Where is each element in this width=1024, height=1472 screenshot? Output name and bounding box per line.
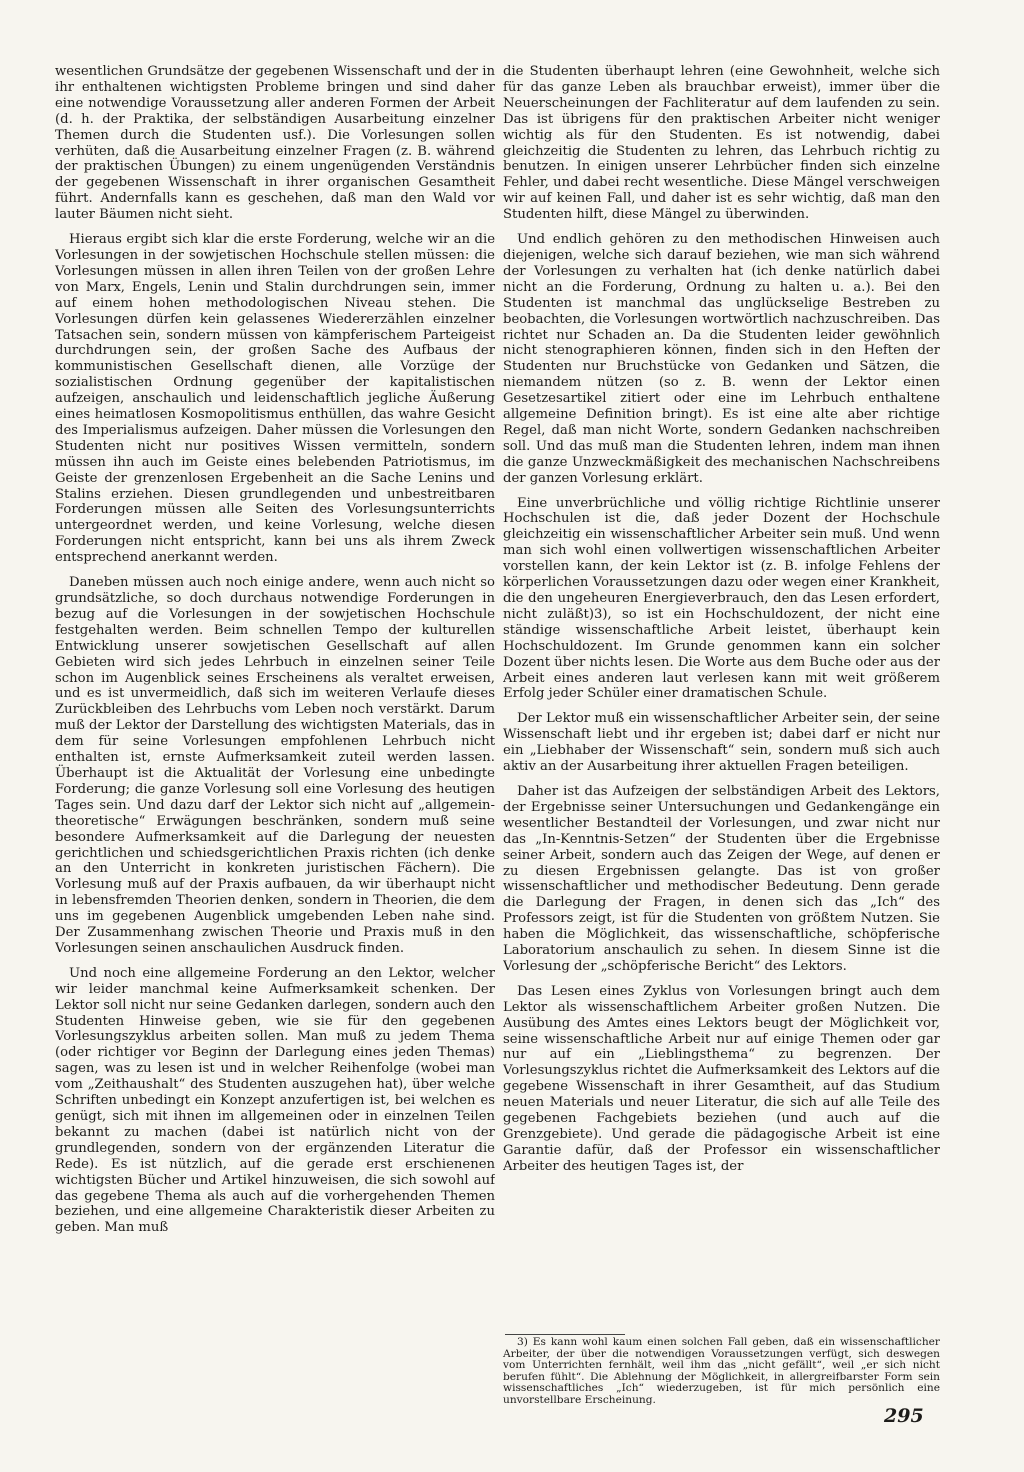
footnote-divider bbox=[505, 1334, 625, 1335]
paragraph: Und endlich gehören zu den methodischen Hinweisen auch diejenigen, welche sich darauf beziehen, wie man sich während der Vorlesungen zu verhalten hat (ich denke natürlich dabei nicht an die Forderung, Ordnung zu halten u. a.). Bei den Studenten ist manchmal das unglückselige Bestreben zu beobachten, die Vorlesungen wortwörtlich nachzuschreiben. Das richtet nur Schaden an. Da die Studenten leider gewöhnlich nicht stenographieren können, finden sich in den Heften der Studenten nur Bruchstücke von Gedanken und Sätzen, die niemandem nützen (so z. B. wenn der Lektor einen Gesetzesartikel zitiert oder eine im Lehrbuch enthaltene allgemeine Definition bringt). Es ist eine alte aber richtige Regel, daß man nicht Worte, sondern Gedanken nachschreiben soll. Und das muß man die Studenten lehren, indem man ihnen die ganze Unzweckmäßigkeit des mechanischen Nachschreibens der ganzen Vorlesung erklärt. bbox=[503, 232, 940, 486]
right-text-column bbox=[503, 64, 940, 1330]
footnote: 3) Es kann wohl kaum einen solchen Fall geben, daß ein wissenschaftlicher Arbeiter, der über die notwendigen Voraussetzungen verfügt, sich deswegen vom Unterrichten fernhält, weil ihm das „nicht gefällt“, weil „er sich nicht berufen fühlt“. Die Ablehnung der Möglichkeit, in allergreifbarster Form sein wissenschaftliches „Ich“ wiederzugeben, ist für mich persönlich eine unvorstellbare Erscheinung. bbox=[503, 1336, 940, 1406]
paragraph: Und noch eine allgemeine Forderung an den Lektor, welcher wir leider manchmal keine Aufmerksamkeit schenken. Der Lektor soll nicht nur seine Gedanken darlegen, sondern auch den Studenten Hinweise geben, wie sie für den gegebenen Vorlesungszyklus arbeiten sollen. Man muß zu jedem Thema (oder richtiger vor Beginn der Darlegung eines jeden Themas) sagen, was zu lesen ist und in welcher Reihenfolge (wobei man vom „Zeithaushalt“ des Studenten auszugehen hat), über welche Schriften unbedingt ein Konzept anzufertigen ist, bei welchen es genügt, sich mit ihnen im allgemeinen oder in einzelnen Teilen bekannt zu machen (dabei ist natürlich nicht von der grundlegenden, sondern von der ergänzenden Literatur die Rede). Es ist nützlich, auf die gerade erst erschienenen wichtigsten Bücher und Artikel hinzuweisen, die sich sowohl auf das gegebene Thema als auch auf die vorhergehenden Themen beziehen, und eine allgemeine Charakteristik dieser Arbeiten zu geben. Man muß bbox=[55, 965, 495, 1236]
paragraph: Daher ist das Aufzeigen der selbständigen Arbeit des Lektors, der Ergebnisse seiner Untersuchungen und Gedankengänge ein wesentlicher Bestandteil der Vorlesungen, und zwar nicht nur das „In-Kenntnis-Setzen“ der Studenten über die Ergebnisse seiner Arbeit, sondern auch das Zeigen der Wege, auf denen er zu diesen Ergebnissen gelangte. Das ist von großer wissenschaftlicher und methodischer Bedeutung. Denn gerade die Darlegung der Fragen, in denen sich das „Ich“ des Professors zeigt, ist für die Studenten von größtem Nutzen. Sie haben die Möglichkeit, das wissenschaftliche, schöpferische Laboratorium anschaulich zu sehen. In diesem Sinne ist die Vorlesung der „schöpferische Bericht“ des Lektors. bbox=[503, 783, 940, 974]
paragraph: die Studenten überhaupt lehren (eine Gewohnheit, welche sich für das ganze Leben als brauchbar erweist), immer über die Neuerscheinungen der Fachliteratur auf dem laufenden zu sein. Das ist übrigens für den praktischen Arbeiter nicht weniger wichtig als für den Studenten. Es ist notwendig, dabei gleichzeitig die Studenten zu lehren, das Lehrbuch richtig zu benutzen. In einigen unserer Lehrbücher finden sich einzelne Fehler, und dabei recht wesentliche. Diese Mängel verschweigen wir auf keinen Fall, und daher ist es sehr wichtig, daß man den Studenten hilft, diese Mängel zu überwinden. bbox=[503, 64, 940, 223]
left-text-column bbox=[55, 64, 495, 1394]
page-number: 295 bbox=[884, 1405, 924, 1427]
paragraph: Daneben müssen auch noch einige andere, wenn auch nicht so grundsätzliche, so doch durchaus notwendige Forderungen in bezug auf die Vorlesungen in der sowjetischen Hochschule festgehalten werden. Beim schnellen Tempo der kulturellen Entwicklung unserer sowjetischen Gesellschaft auf allen Gebieten wird sich jedes Lehrbuch in einzelnen seiner Teile schon im Augenblick seines Erscheinens als veraltet erweisen, und es ist unvermeidlich, daß sich im weiteren Verlaufe dieses Zurückbleiben des Lehrbuchs vom Leben noch verstärkt. Darum muß der Lektor der Darstellung des wichtigsten Materials, das in dem für seine Vorlesungen empfohlenen Lehrbuch nicht enthalten ist, ernste Aufmerksamkeit zuteil werden lassen. Überhaupt ist die Aktualität der Vorlesung eine unbedingte Forderung; die ganze Vorlesung soll eine Vorlesung des heutigen Tages sein. Und dazu darf der Lektor sich nicht auf „allgemein-theoretische“ Erwägungen beschränken, sondern muß seine besondere Aufmerksamkeit auf die Darlegung der neuesten gerichtlichen und schiedsgerichtlichen Praxis richten (ich denke an den Unterricht in konkreten juristischen Fächern). Die Vorlesung muß auf der Praxis aufbauen, da wir überhaupt nicht in lebensfremden Theorien denken, sondern in Theorien, die dem uns im gegebenen Augenblick umgebenden Leben nahe sind. Der Zusammenhang zwischen Theorie und Praxis muß in den Vorlesungen seinen anschaulichen Ausdruck finden. bbox=[55, 575, 495, 956]
paragraph: Eine unverbrüchliche und völlig richtige Richtlinie unserer Hochschulen ist die, daß jeder Dozent der Hochschule gleichzeitig ein wissenschaftlicher Arbeiter sein muß. Und wenn man sich wohl einen vollwertigen wissenschaftlichen Arbeiter vorstellen kann, der kein Lektor ist (z. B. infolge Fehlens der körperlichen Voraussetzungen dazu oder wegen einer Krankheit, die den ungeheuren Energieverbrauch, den das Lesen erfordert, nicht zuläßt)3), so ist ein Hochschuldozent, der nicht eine ständige wissenschaftliche Arbeit leistet, überhaupt kein Hochschuldozent. Im Grunde genommen kann ein solcher Dozent über nichts lesen. Die Worte aus dem Buche oder aus der Arbeit eines anderen laut verlesen kann mit weit größerem Erfolg jeder Schüler einer dramatischen Schule. bbox=[503, 495, 940, 702]
paragraph: Hieraus ergibt sich klar die erste Forderung, welche wir an die Vorlesungen in der sowjetischen Hochschule stellen müssen: die Vorlesungen müssen in allen ihren Teilen von der großen Lehre von Marx, Engels, Lenin und Stalin durchdrungen sein, immer auf einem hohen methodologischen Niveau stehen. Die Vorlesungen dürfen kein gelassenes Wiedererzählen einzelner Tatsachen sein, sondern müssen von kämpferischem Parteigeist durchdrungen sein, der großen Sache des Aufbaus der kommunistischen Gesellschaft dienen, alle Vorzüge der sozialistischen Ordnung gegenüber der kapitalistischen aufzeigen, anschaulich und leidenschaftlich jegliche Äußerung eines heimatlosen Kosmopolitismus enthüllen, das wahre Gesicht des Imperialismus aufzeigen. Daher müssen die Vorlesungen den Studenten nicht nur positives Wissen vermitteln, sondern müssen ihn auch im Geiste eines belebenden Patriotismus, im Geiste der grenzenlosen Ergebenheit an die Sache Lenins und Stalins erziehen. Diesen grundlegenden und unbestreitbaren Forderungen müssen alle Seiten des Vorlesungsunterrichts untergeordnet werden, und keine Vorlesung, welche diesen Forderungen nicht entspricht, kann bei uns als ihrem Zweck entsprechend anerkannt werden. bbox=[55, 232, 495, 566]
paragraph: wesentlichen Grundsätze der gegebenen Wissenschaft und der in ihr enthaltenen wichtigsten Probleme bringen und sind daher eine notwendige Voraussetzung aller anderen Formen der Arbeit (d. h. der Praktika, der selbständigen Ausarbeitung einzelner Themen durch die Studenten usf.). Die Vorlesungen sollen verhüten, daß die Ausarbeitung einzelner Fragen (z. B. während der praktischen Übungen) zu einem ungenügenden Verständnis der gegebenen Wissenschaft in ihrer organischen Gesamtheit führt. Andernfalls kann es geschehen, daß man den Wald vor lauter Bäumen nicht sieht. bbox=[55, 64, 495, 223]
paragraph: Der Lektor muß ein wissenschaftlicher Arbeiter sein, der seine Wissenschaft liebt und ihr ergeben ist; dabei darf er nicht nur ein „Liebhaber der Wissenschaft“ sein, sondern muß sich auch aktiv an der Ausarbeitung ihrer aktuellen Fragen beteiligen. bbox=[503, 711, 940, 775]
paragraph: Das Lesen eines Zyklus von Vorlesungen bringt auch dem Lektor als wissenschaftlichem Arbeiter großen Nutzen. Die Ausübung des Amtes eines Lektors beugt der Möglichkeit vor, seine wissenschaftliche Arbeit nur auf einige Themen oder gar nur auf ein „Lieblingsthema“ zu begrenzen. Der Vorlesungszyklus richtet die Aufmerksamkeit des Lektors auf die gegebene Wissenschaft in ihrer Gesamtheit, auf das Studium neuen Materials und neuer Literatur, die sich auf alle Teile des gegebenen Fachgebiets beziehen (und auch auf die Grenzgebiete). Und gerade die pädagogische Arbeit ist eine Garantie dafür, daß der Professor ein wissenschaftlicher Arbeiter des heutigen Tages ist, der bbox=[503, 983, 940, 1174]
